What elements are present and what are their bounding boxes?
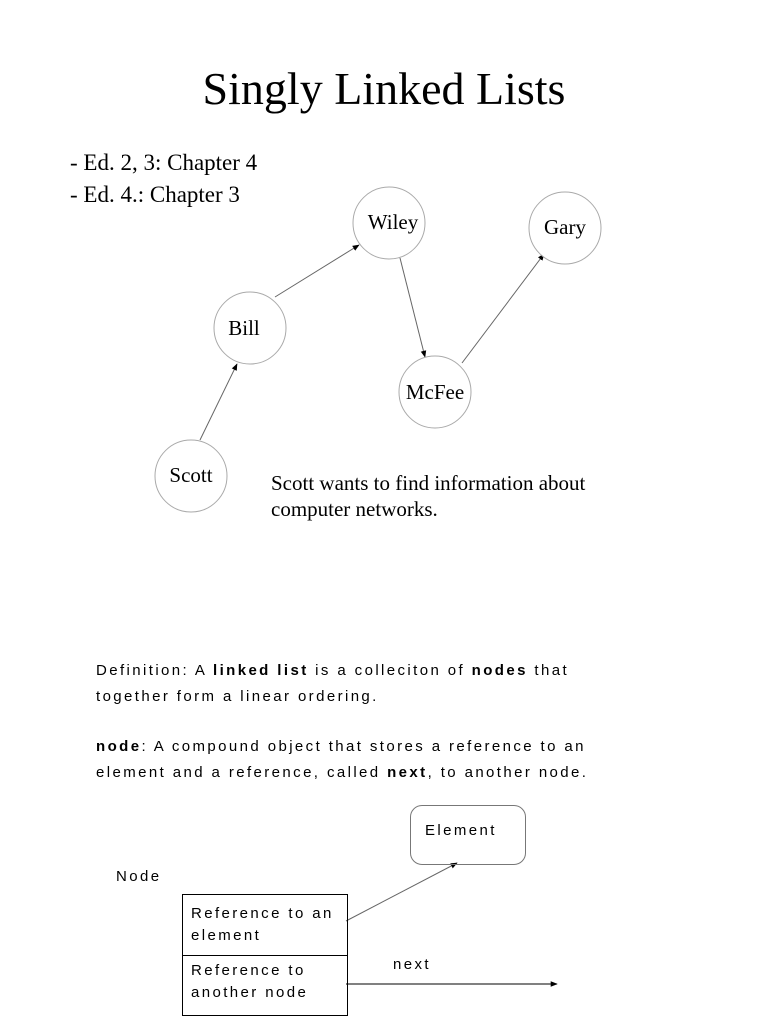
person-node-gary	[529, 192, 601, 264]
edge-mcfee-gary	[462, 254, 544, 363]
caption-line-2: computer networks.	[271, 497, 438, 521]
term-node: node	[96, 738, 142, 755]
person-node-scott	[155, 440, 227, 512]
next-reference-line-1: Reference to	[191, 962, 306, 979]
definition-line-2: together form a linear ordering.	[96, 688, 379, 705]
person-label-gary: Gary	[544, 215, 586, 239]
scott-caption	[271, 470, 671, 522]
term-linked-list: linked list	[213, 662, 309, 679]
edition-line-2: - Ed. 4.: Chapter 3	[70, 182, 240, 207]
person-label-wiley: Wiley	[367, 210, 419, 234]
element-reference-cell	[183, 895, 347, 954]
definition-line-1: Definition: A linked list is a colleciton of nodes that	[96, 662, 570, 679]
edge-wiley-mcfee	[400, 258, 425, 357]
node-label: Node	[116, 868, 162, 885]
next-reference-line-2: another node	[191, 984, 309, 1001]
node-definition-line-1: node: A compound object that stores a reference to an	[96, 738, 586, 755]
person-label-mcfee: McFee	[405, 380, 465, 404]
node-definition-line-2: element and a reference, called next, to another node.	[96, 764, 589, 781]
next-label: next	[393, 956, 431, 973]
person-label-bill: Bill	[228, 316, 260, 340]
element-box	[410, 805, 526, 865]
element-label: Element	[425, 822, 497, 839]
person-node-bill	[214, 292, 286, 364]
person-node-mcfee	[399, 356, 471, 428]
element-pointer-arrow	[346, 863, 457, 921]
term-nodes: nodes	[471, 662, 528, 679]
node-box	[182, 894, 348, 1016]
edge-bill-wiley	[275, 245, 359, 297]
person-node-wiley	[353, 187, 425, 259]
page-title: Singly Linked Lists	[202, 63, 566, 114]
term-next: next	[387, 764, 428, 781]
person-label-scott: Scott	[169, 463, 213, 487]
element-reference-line-2: element	[191, 927, 262, 944]
edge-scott-bill	[200, 364, 237, 440]
element-reference-line-1: Reference to an	[191, 905, 334, 922]
caption-line-1: Scott wants to find information about	[271, 471, 586, 495]
next-reference-cell	[183, 955, 347, 1015]
edition-line-1: - Ed. 2, 3: Chapter 4	[70, 150, 258, 175]
